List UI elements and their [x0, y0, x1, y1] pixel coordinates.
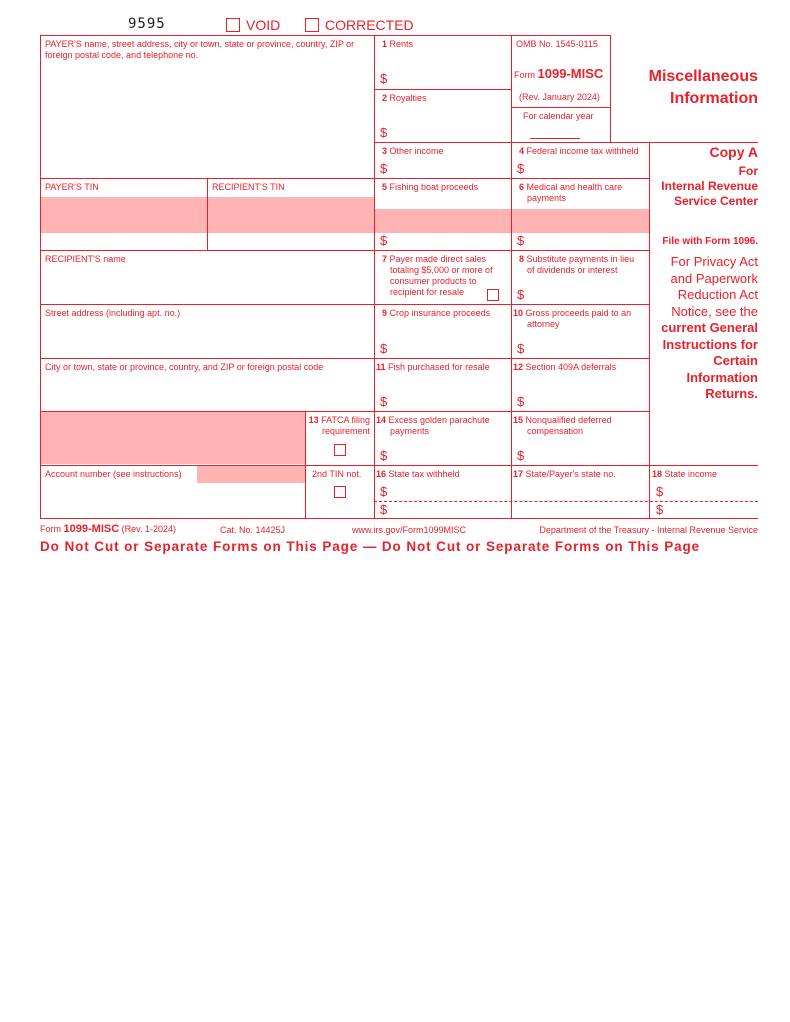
box4-label: 4 Federal income tax withheld	[519, 146, 639, 156]
box9-label: 9 Crop insurance proceeds	[382, 308, 491, 318]
box14-label: 14 Excess golden parachute payments	[376, 415, 490, 436]
box18-label: 18 State income	[652, 469, 718, 479]
box12-dollar: $	[517, 394, 525, 409]
second-tin-label: 2nd TIN not.	[312, 469, 362, 479]
form-id: Form 1099-MISC	[514, 66, 604, 81]
form-title: Miscellaneous Information	[648, 68, 758, 107]
city-label: City or town, state or province, country, and ZIP or foreign postal code	[45, 362, 324, 372]
omb-number: OMB No. 1545-0115	[516, 39, 598, 49]
box15-label: 15 Nonqualified deferred compensation	[513, 415, 612, 436]
recipient-name-label: RECIPIENT'S name	[45, 254, 126, 264]
account-number-field[interactable]	[197, 465, 305, 483]
box16-dollar-2: $	[380, 502, 388, 517]
box9-dollar: $	[380, 341, 388, 356]
form-code: 9595	[128, 16, 166, 32]
second-tin-checkbox[interactable]	[334, 486, 346, 498]
copy-a-label: Copy A	[709, 144, 758, 160]
box5-shade	[374, 209, 511, 233]
recipient-tin-field[interactable]	[207, 197, 374, 233]
box4-dollar: $	[517, 161, 525, 176]
box15-dollar: $	[517, 448, 525, 463]
fatca-checkbox[interactable]	[334, 444, 346, 456]
footer-form-id: Form 1099-MISC (Rev. 1-2024)	[40, 523, 177, 535]
payer-tin-label: PAYER'S TIN	[45, 182, 99, 192]
do-not-cut-warning: Do Not Cut or Separate Forms on This Page — Do Not Cut or Separate Forms on This Page	[40, 539, 701, 554]
street-address-label: Street address (including apt. no.)	[45, 308, 181, 318]
box1-label: 1 Rents	[382, 39, 414, 49]
footer-department: Department of the Treasury - Internal Revenue Service	[539, 525, 758, 535]
box14-dollar: $	[380, 448, 388, 463]
box10-dollar: $	[517, 341, 525, 356]
recipient-tin-label: RECIPIENT'S TIN	[212, 182, 285, 192]
corrected-checkbox[interactable]	[305, 18, 319, 32]
account-number-label: Account number (see instructions)	[45, 469, 182, 479]
payer-name-label: PAYER'S name, street address, city or town, state or province, country, ZIP or foreign postal code, and telephone no.	[45, 39, 355, 60]
box6-label: 6 Medical and health care payments	[519, 182, 623, 203]
privacy-notice: For Privacy Act and Paperwork Reduction Act Notice, see the	[670, 254, 758, 319]
box1-dollar: $	[380, 71, 388, 86]
box5-label: 5 Fishing boat proceeds	[382, 182, 479, 192]
box7-checkbox[interactable]	[487, 289, 499, 301]
calendar-year-label: For calendar year	[523, 111, 594, 121]
void-label: VOID	[246, 17, 281, 33]
box8-dollar: $	[517, 287, 525, 302]
box13-label: 13 FATCA filing requirement	[308, 415, 370, 436]
box11-dollar: $	[380, 394, 388, 409]
form-revision: (Rev. January 2024)	[519, 92, 600, 102]
box16-label: 16 State tax withheld	[376, 469, 460, 479]
shaded-area	[40, 412, 305, 464]
corrected-label: CORRECTED	[325, 17, 414, 33]
payer-tin-field[interactable]	[40, 197, 207, 233]
footer-url[interactable]: www.irs.gov/Form1099MISC	[352, 525, 467, 535]
box2-dollar: $	[380, 125, 388, 140]
box6-dollar: $	[517, 233, 525, 248]
box5-dollar: $	[380, 233, 388, 248]
file-with-note: File with Form 1096.	[662, 236, 758, 247]
box10-label: 10 Gross proceeds paid to an attorney	[513, 308, 632, 329]
box8-label: 8 Substitute payments in lieu of dividends or interest	[519, 254, 635, 275]
copy-destination: For Internal Revenue Service Center	[661, 164, 758, 208]
box12-label: 12 Section 409A deferrals	[513, 362, 617, 372]
box18-dollar-2: $	[656, 502, 664, 517]
void-checkbox[interactable]	[226, 18, 240, 32]
box16-dollar-1: $	[380, 484, 388, 499]
box11-label: 11 Fish purchased for resale	[376, 362, 490, 372]
box3-label: 3 Other income	[382, 146, 444, 156]
box18-dollar-1: $	[656, 484, 664, 499]
box2-label: 2 Royalties	[382, 93, 427, 103]
footer-cat-number: Cat. No. 14425J	[220, 525, 286, 535]
box3-dollar: $	[380, 161, 388, 176]
box6-shade	[511, 209, 649, 233]
box17-label: 17 State/Payer's state no.	[513, 469, 616, 479]
box7-label: 7 Payer made direct sales totaling $5,000 or more of consumer products to recipient for resale	[382, 254, 493, 297]
instructions-reference: current General Instructions for Certain Information Returns.	[661, 320, 758, 401]
